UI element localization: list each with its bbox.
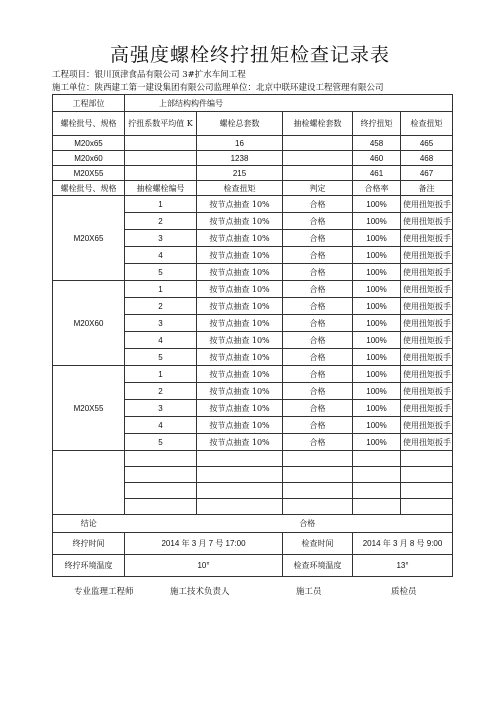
note: 使用扭矩扳手 (401, 213, 453, 230)
sig-inspector: 质检员 (391, 587, 417, 597)
empty-cell (401, 451, 453, 467)
detail-row (53, 366, 453, 383)
pass-rate: 100% (353, 434, 401, 451)
empty-cell (197, 451, 283, 467)
pass-rate: 100% (353, 281, 401, 298)
bolt-no: 2 (125, 383, 197, 400)
check-method: 按节点抽查 10% (197, 366, 283, 383)
empty-cell (283, 483, 353, 499)
check-method: 按节点抽查 10% (197, 434, 283, 451)
col-k-header: 拧扭系数平均值 K (125, 112, 197, 136)
empty-row (53, 451, 453, 467)
check-method: 按节点抽查 10% (197, 281, 283, 298)
pass-rate: 100% (353, 349, 401, 366)
summary-final-torque: 458 (353, 136, 401, 151)
verdict: 合格 (283, 366, 353, 383)
bolt-no: 5 (125, 434, 197, 451)
verdict: 合格 (283, 264, 353, 281)
empty-cell (283, 499, 353, 515)
empty-cell (125, 467, 197, 483)
pass-rate: 100% (353, 264, 401, 281)
bolt-no: 4 (125, 332, 197, 349)
note: 使用扭矩扳手 (401, 417, 453, 434)
conclusion-value: 合格 (125, 515, 453, 533)
check-method: 按节点抽查 10% (197, 383, 283, 400)
check-temp-value: 13° (353, 555, 453, 577)
summary-total: 215 (197, 166, 283, 181)
final-time-label: 终拧时间 (53, 533, 125, 555)
sig-tech-lead: 施工技术负责人 (170, 587, 230, 597)
note: 使用扭矩扳手 (401, 332, 453, 349)
summary-spec: M20x65 (53, 136, 125, 151)
detail-batch-header: 螺栓批号、规格 (53, 181, 125, 196)
empty-cell (197, 467, 283, 483)
empty-spec (53, 451, 125, 515)
check-method: 按节点抽查 10% (197, 332, 283, 349)
empty-cell (353, 499, 401, 515)
col-batch-header: 螺栓批号、规格 (53, 112, 125, 136)
pass-rate: 100% (353, 332, 401, 349)
verdict: 合格 (283, 196, 353, 213)
verdict: 合格 (283, 383, 353, 400)
summary-check-torque: 465 (401, 136, 453, 151)
pass-rate: 100% (353, 400, 401, 417)
note: 使用扭矩扳手 (401, 230, 453, 247)
summary-spec: M20X55 (53, 166, 125, 181)
note: 使用扭矩扳手 (401, 281, 453, 298)
bolt-no: 1 (125, 196, 197, 213)
summary-total: 1238 (197, 151, 283, 166)
summary-k (125, 151, 197, 166)
pass-rate: 100% (353, 298, 401, 315)
bolt-no: 5 (125, 264, 197, 281)
note: 使用扭矩扳手 (401, 196, 453, 213)
note: 使用扭矩扳手 (401, 400, 453, 417)
detail-method-header: 检查扭矩 (197, 181, 283, 196)
verdict: 合格 (283, 349, 353, 366)
verdict: 合格 (283, 281, 353, 298)
summary-final-torque: 461 (353, 166, 401, 181)
pass-rate: 100% (353, 315, 401, 332)
final-temp-label: 终拧环境温度 (53, 555, 125, 577)
empty-cell (353, 467, 401, 483)
detail-row (53, 281, 453, 298)
pass-rate: 100% (353, 230, 401, 247)
check-method: 按节点抽查 10% (197, 417, 283, 434)
detail-rate-header: 合格率 (353, 181, 401, 196)
verdict: 合格 (283, 332, 353, 349)
summary-sampled (283, 166, 353, 181)
bolt-no: 3 (125, 315, 197, 332)
bolt-no: 3 (125, 230, 197, 247)
verdict: 合格 (283, 298, 353, 315)
detail-no-header: 抽检螺栓编号 (125, 181, 197, 196)
bolt-no: 1 (125, 281, 197, 298)
summary-sampled (283, 136, 353, 151)
summary-row (53, 151, 453, 166)
empty-cell (125, 483, 197, 499)
col-sampled-header: 抽检螺栓套数 (283, 112, 353, 136)
group-spec: M20X65 (53, 196, 125, 281)
note: 使用扭矩扳手 (401, 366, 453, 383)
bolt-no: 4 (125, 417, 197, 434)
bolt-no: 5 (125, 349, 197, 366)
summary-spec: M20x60 (53, 151, 125, 166)
verdict: 合格 (283, 247, 353, 264)
note: 使用扭矩扳手 (401, 383, 453, 400)
check-method: 按节点抽查 10% (197, 196, 283, 213)
pass-rate: 100% (353, 196, 401, 213)
pass-rate: 100% (353, 366, 401, 383)
note: 使用扭矩扳手 (401, 315, 453, 332)
check-temp-label: 检查环境温度 (283, 555, 353, 577)
empty-cell (353, 451, 401, 467)
temperature-row (53, 555, 453, 577)
page-title: 高强度螺栓终拧扭矩检查记录表 (109, 44, 390, 66)
pass-rate: 100% (353, 213, 401, 230)
check-method: 按节点抽查 10% (197, 247, 283, 264)
sig-supervisor: 专业监理工程师 (74, 587, 134, 597)
check-method: 按节点抽查 10% (197, 298, 283, 315)
bolt-no: 2 (125, 213, 197, 230)
conclusion-label: 结论 (53, 515, 125, 533)
summary-check-torque: 467 (401, 166, 453, 181)
col-total-header: 螺栓总套数 (197, 112, 283, 136)
check-method: 按节点抽查 10% (197, 349, 283, 366)
sig-constructor: 施工员 (296, 587, 322, 597)
check-method: 按节点抽查 10% (197, 230, 283, 247)
group-spec: M20X60 (53, 281, 125, 366)
bolt-no: 4 (125, 247, 197, 264)
project-line: 工程项目：银川顶津食品有限公司 3#扩水车间工程 (52, 70, 246, 80)
col-final-torque-header: 终拧扭矩 (353, 112, 401, 136)
summary-sampled (283, 151, 353, 166)
part-row (53, 95, 453, 112)
verdict: 合格 (283, 400, 353, 417)
empty-cell (401, 499, 453, 515)
verdict: 合格 (283, 434, 353, 451)
summary-total: 16 (197, 136, 283, 151)
summary-check-torque: 468 (401, 151, 453, 166)
final-temp-value: 10° (125, 555, 283, 577)
check-time-label: 检查时间 (283, 533, 353, 555)
note: 使用扭矩扳手 (401, 434, 453, 451)
note: 使用扭矩扳手 (401, 247, 453, 264)
check-method: 按节点抽查 10% (197, 264, 283, 281)
detail-verdict-header: 判定 (283, 181, 353, 196)
check-method: 按节点抽查 10% (197, 315, 283, 332)
time-row (53, 533, 453, 555)
note: 使用扭矩扳手 (401, 264, 453, 281)
check-time-value: 2014 年 3 月 8 号 9:00 (353, 533, 453, 555)
part-value: 上部结构构件编号 (125, 95, 453, 112)
verdict: 合格 (283, 417, 353, 434)
empty-cell (197, 483, 283, 499)
pass-rate: 100% (353, 383, 401, 400)
note: 使用扭矩扳手 (401, 349, 453, 366)
summary-row (53, 166, 453, 181)
empty-cell (125, 451, 197, 467)
empty-cell (283, 451, 353, 467)
bolt-no: 2 (125, 298, 197, 315)
pass-rate: 100% (353, 417, 401, 434)
group-spec: M20X55 (53, 366, 125, 451)
empty-cell (401, 483, 453, 499)
summary-final-torque: 460 (353, 151, 401, 166)
empty-cell (197, 499, 283, 515)
detail-header-row (53, 181, 453, 196)
verdict: 合格 (283, 315, 353, 332)
final-time-value: 2014 年 3 月 7 号 17:00 (125, 533, 283, 555)
record-table (52, 94, 453, 577)
verdict: 合格 (283, 213, 353, 230)
check-method: 按节点抽查 10% (197, 400, 283, 417)
summary-k (125, 166, 197, 181)
bolt-no: 3 (125, 400, 197, 417)
empty-cell (353, 483, 401, 499)
empty-cell (125, 499, 197, 515)
verdict: 合格 (283, 230, 353, 247)
note: 使用扭矩扳手 (401, 298, 453, 315)
summary-row (53, 136, 453, 151)
empty-cell (401, 467, 453, 483)
detail-note-header: 备注 (401, 181, 453, 196)
summary-k (125, 136, 197, 151)
bolt-no: 1 (125, 366, 197, 383)
summary-header-row (53, 112, 453, 136)
detail-row (53, 196, 453, 213)
empty-cell (283, 467, 353, 483)
units-line: 施工单位：陕西建工第一建设集团有限公司监理单位：北京中联环建设工程管理有限公司 (52, 83, 384, 93)
check-method: 按节点抽查 10% (197, 213, 283, 230)
conclusion-row (53, 515, 453, 533)
col-check-torque-header: 检查扭矩 (401, 112, 453, 136)
part-label: 工程部位 (53, 95, 125, 112)
pass-rate: 100% (353, 247, 401, 264)
